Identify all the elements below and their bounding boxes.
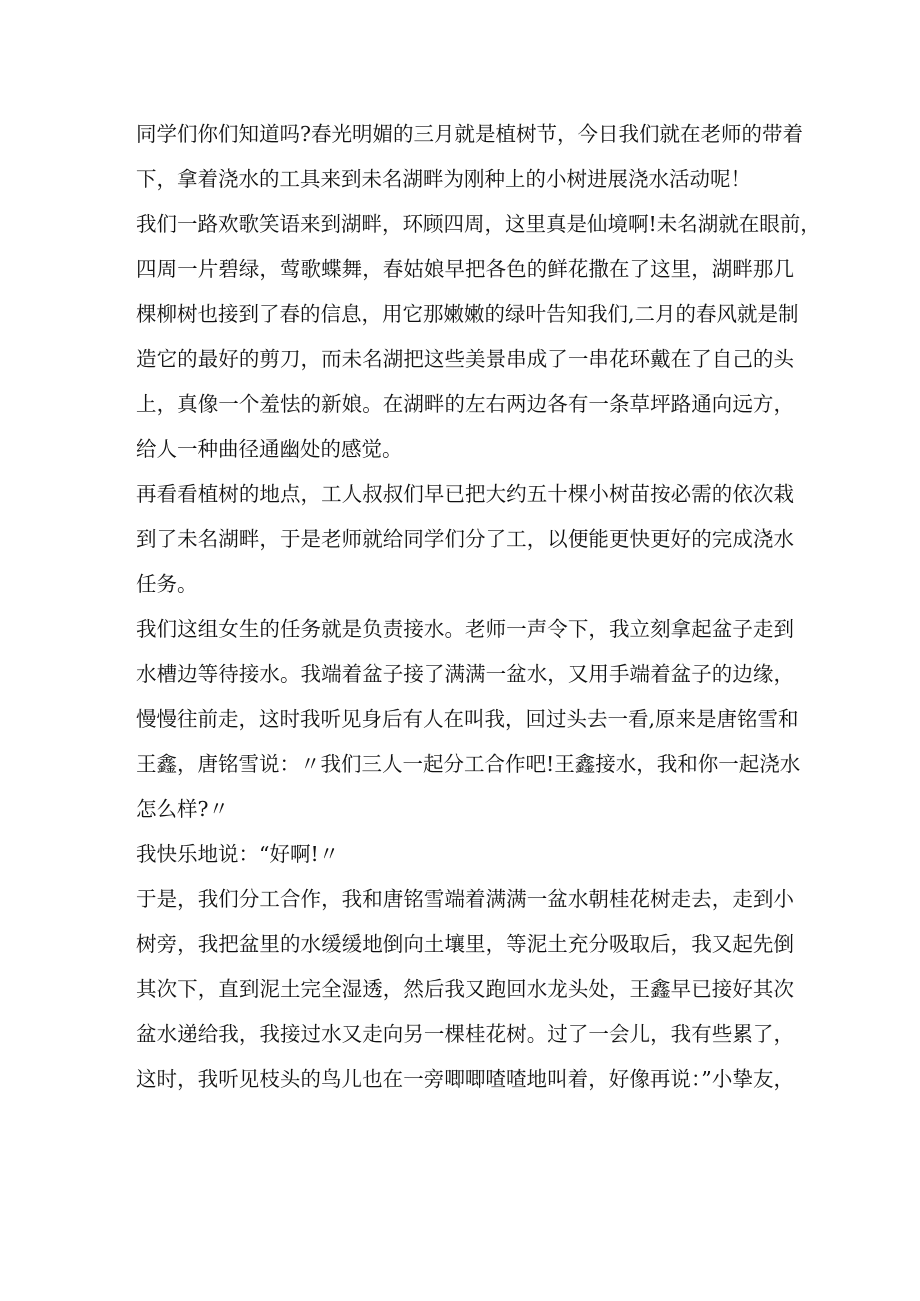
text-line: 给人一种曲径通幽处的感觉。: [136, 437, 403, 461]
text-line: 树旁，我把盆里的水缓缓地倒向土壤里，等泥土充分吸取后，我又起先倒: [136, 932, 794, 956]
text-line: 任务。: [136, 572, 198, 596]
text-line: 我快乐地说：“好啊!〃: [136, 842, 340, 866]
text-line: 水槽边等待接水。我端着盆子接了满满一盆水，又用手端着盆子的边缘，: [136, 662, 794, 686]
text-line: 怎么样?〃: [136, 797, 229, 821]
text-line: 再看看植树的地点，工人叔叔们早已把大约五十棵小树苗按必需的依次栽: [136, 482, 794, 506]
text-line: 我们一路欢歌笑语来到湖畔，环顾四周，这里真是仙境啊!未名湖就在眼前，: [136, 212, 821, 236]
text-line: 到了未名湖畔，于是老师就给同学们分了工，以便能更快更好的完成浇水: [136, 527, 794, 551]
text-line: 四周一片碧绿，莺歌蝶舞，春姑娘早把各色的鲜花撒在了这里，湖畔那几: [136, 257, 794, 281]
text-line: 同学们你们知道吗?春光明媚的三月就是植树节，今日我们就在老师的带着: [136, 122, 803, 146]
text-line: 我们这组女生的任务就是负责接水。老师一声令下，我立刻拿起盆子走到: [136, 617, 794, 641]
text-line: 棵柳树也接到了春的信息，用它那嫩嫩的绿叶告知我们,二月的春风就是制: [136, 302, 799, 326]
text-line: 造它的最好的剪刀，而未名湖把这些美景串成了一串花环戴在了自己的头: [136, 347, 794, 371]
text-line: 慢慢往前走，这时我听见身后有人在叫我，回过头去一看,原来是唐铭雪和: [136, 707, 799, 731]
document-body: [136, 112, 821, 1102]
text-line: 于是，我们分工合作，我和唐铭雪端着满满一盆水朝桂花树走去，走到小: [136, 887, 794, 911]
text-line: 下，拿着浇水的工具来到未名湖畔为刚种上的小树进展浇水活动呢！: [136, 167, 751, 191]
text-line: 其次下，直到泥土完全湿透，然后我又跑回水龙头处，王鑫早已接好其次: [136, 977, 794, 1001]
text-line: 盆水递给我，我接过水又走向另一棵桂花树。过了一会儿，我有些累了，: [136, 1022, 794, 1046]
text-line: 上，真像一个羞怯的新娘。在湖畔的左右两边各有一条草坪路通向远方，: [136, 392, 794, 416]
text-line: 这时，我听见枝头的鸟儿也在一旁唧唧喳喳地叫着，好像再说：”小挚友，: [136, 1067, 794, 1091]
text-line: 王鑫，唐铭雪说：〃我们三人一起分工合作吧!王鑫接水，我和你一起浇水: [136, 752, 801, 776]
